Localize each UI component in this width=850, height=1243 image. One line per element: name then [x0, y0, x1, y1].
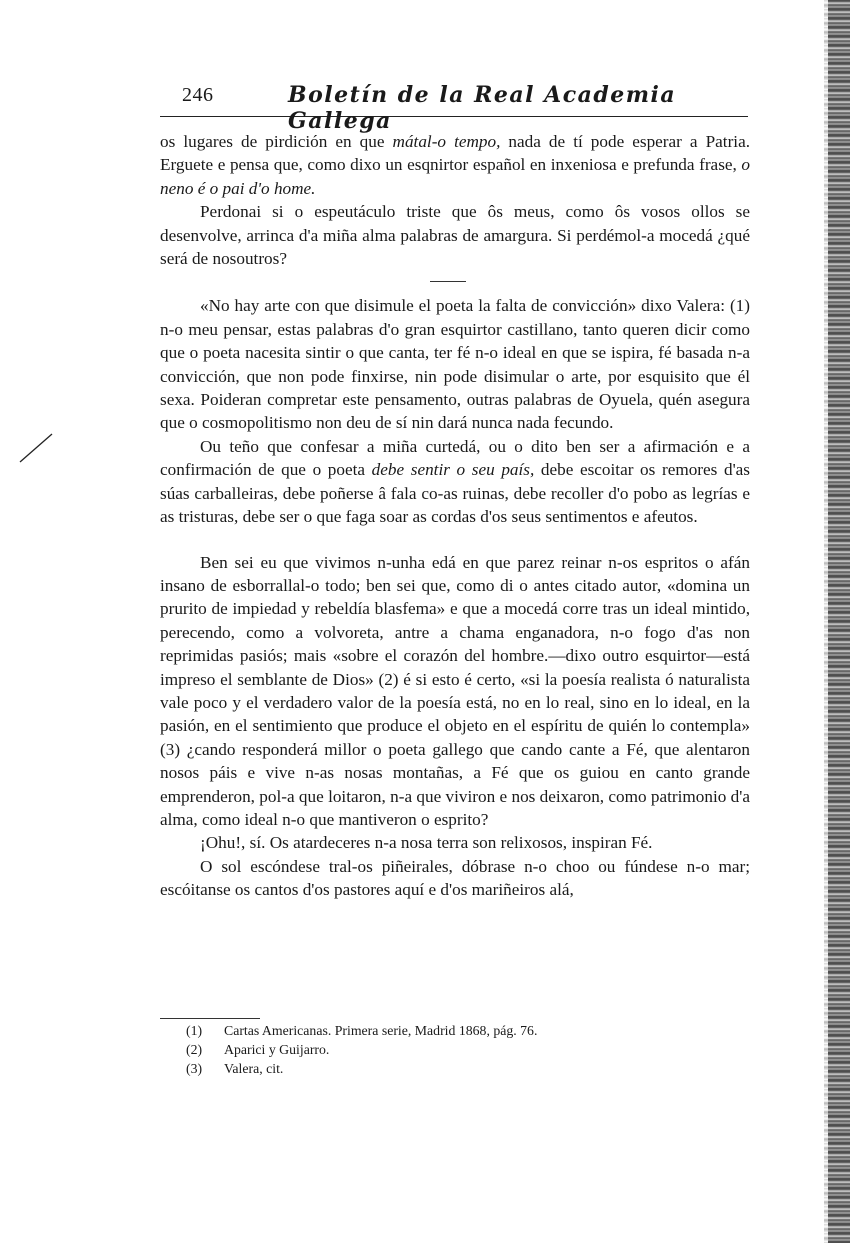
footnotes	[186, 1021, 746, 1078]
paragraph	[160, 435, 750, 529]
footnote-rule	[160, 1018, 260, 1019]
page-number: 246	[182, 84, 214, 106]
paragraph	[160, 551, 750, 832]
paragraph	[160, 855, 750, 902]
journal-title: Boletín de la Real Academia Gallega	[288, 82, 677, 134]
text-run: ¡Ohu!, sí. Os atardeceres n-a nosa terra son relixosos, inspiran Fé.	[200, 833, 653, 853]
paragraph	[160, 200, 750, 270]
binding-edge	[828, 0, 850, 1243]
body-text	[160, 130, 750, 902]
paragraph	[160, 130, 750, 200]
section-divider	[430, 281, 466, 282]
pencil-mark	[16, 428, 56, 468]
text-run: debe escoitar os remores d'as súas carballeiras, debe poñerse â fala co-as ruinas, debe recoller d'o pobo as legrías e as tristuras, debe ser o que faga soar as cordas d'os seus sentimentos e afeutos.	[160, 460, 750, 527]
footnote-number: (1)	[186, 1023, 203, 1038]
footnote-text: Cartas Americanas. Primera serie, Madrid 1868, pág. 76.	[224, 1023, 538, 1038]
footnote-number: (2)	[186, 1042, 203, 1057]
paragraph	[160, 831, 750, 854]
text-run: nada de tí pode esperar a Patria. Erguete e pensa que, como dixo un esqnirtor español en inxeniosa e prefunda frase,	[160, 132, 750, 175]
italic-phrase: o neno é o pai d'o home.	[160, 155, 750, 198]
text-run: os lugares de pirdición en que	[160, 132, 393, 151]
footnote	[186, 1059, 746, 1078]
italic-phrase: mátal-o tempo,	[392, 132, 501, 151]
footnote-text: Aparici y Guijarro.	[224, 1042, 330, 1057]
text-run: Perdonai si o espeutáculo triste que ôs meus, como ôs vosos ollos se desenvolve, arrinca d'a miña alma palabras de amargura. Si perdémol-a mocedá ¿qué será de nosoutros?	[160, 202, 750, 269]
running-head	[160, 80, 748, 134]
footnote	[186, 1021, 746, 1040]
text-run: Ben sei eu que vivimos n-unha edá en que parez reinar n-os espritos o afán insano de esborrallal-o todo; ben sei que, como di o antes citado autor, «domina un prurito de impiedad y rebeldía blasfema» e que a mocedá corre tras un ideal mintido, perecendo, como a volvoreta, antre a chama enganadora, n-o fogo d'as non reprimidas pasiós; mais «sobre el corazón del hombre.—dixo outro esquirtor—está impreso el semblante de Dios» (2) é si esto é certo, «si la poesía realista ó naturalista vale poco y el verdadero valor de la poesía está, no en lo real, sino en lo ideal, en la pasión, en el sentimiento que produce el objeto en el espíritu de quién lo contempla» (3) ¿cando responderá millor o poeta gallego que cando cante a Fé, que alentaron nosos páis e vive n-as nosas montañas, a Fé que os guiou en canto grande emprenderon, pol-a que loitaron, n-a que viviron e nos deixaron, como patrimonio d'a alma, como ideal n-o que mantiveron o esprito?	[160, 552, 750, 829]
footnote	[186, 1040, 746, 1059]
footnote-number: (3)	[186, 1061, 203, 1076]
paragraph	[160, 294, 750, 434]
text-run: «No hay arte con que disimule el poeta la falta de convicción» dixo Valera: (1) n-o meu pensar, estas palabras d'o gran esquirtor castillano, tanto queren dicir como que o poeta nacesita sintir o que canta, ter fé n-o ideal en que se ispira, fé basada n-a convicción, que non pode finxirse, nin pode disimular o arte, por esquisito que él sexa. Poideran compretar este pensamento, outras palabras de Oyuela, quén asegura que o cosmopolitismo non deu de sí nin dará nunca nada fecundo.	[160, 296, 750, 433]
footnote-text: Valera, cit.	[224, 1061, 284, 1076]
text-run: Ou teño que confesar a miña curtedá, ou o dito ben ser a afirmación e a confirmación de que o poeta	[160, 436, 750, 480]
italic-phrase: debe sentir o seu país,	[371, 460, 535, 480]
text-run: O sol escóndese tral-os piñeirales, dóbrase n-o choo ou fúndese n-o mar; escóitanse os cantos d'os pastores aquí e d'os mariñeiros alá,	[160, 856, 750, 900]
